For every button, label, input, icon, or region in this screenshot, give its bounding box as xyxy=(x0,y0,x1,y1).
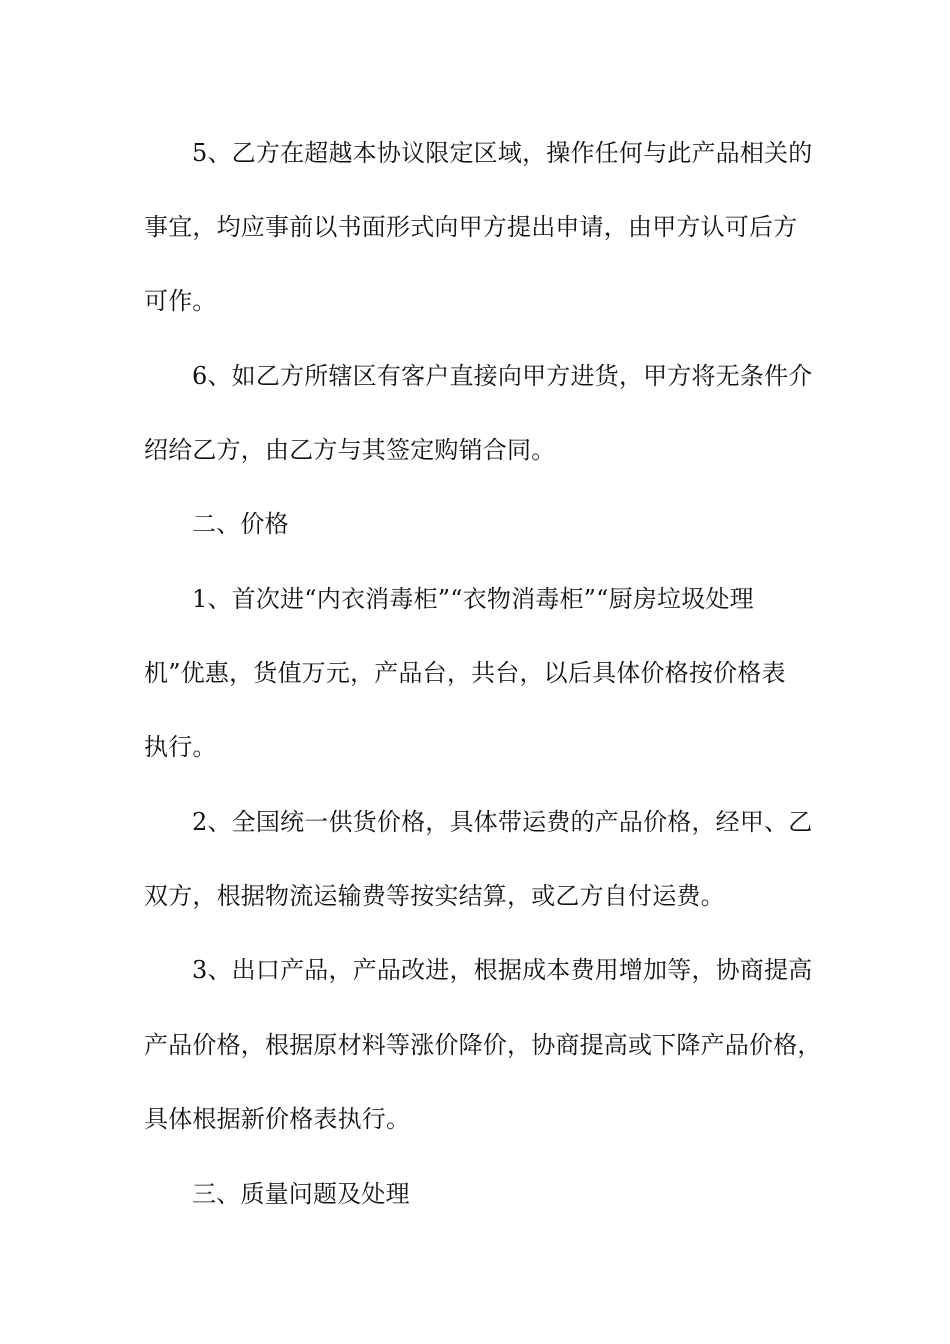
price-item-1-line-1: 1、首次进“内衣消毒柜”“衣物消毒柜”“厨房垃圾处理 xyxy=(192,585,754,613)
paragraph-6-line-2: 绍给乙方，由乙方与其签定购销合同。 xyxy=(144,436,556,464)
price-item-2-line-1: 2、全国统一供货价格，具体带运费的产品价格，经甲、乙 xyxy=(192,808,813,836)
section-heading-price: 二、价格 xyxy=(192,510,289,538)
price-item-3-line-3: 具体根据新价格表执行。 xyxy=(144,1105,411,1133)
price-item-2-line-2: 双方，根据物流运输费等按实结算，或乙方自付运费。 xyxy=(144,882,725,910)
paragraph-5-line-1: 5、乙方在超越本协议限定区域，操作任何与此产品相关的 xyxy=(192,139,813,167)
price-item-1-line-2: 机”优惠，货值万元，产品台，共台，以后具体价格按价格表 xyxy=(144,659,786,687)
price-item-3-line-1: 3、出口产品，产品改进，根据成本费用增加等，协商提高 xyxy=(192,956,813,984)
section-heading-quality: 三、质量问题及处理 xyxy=(192,1180,410,1208)
price-item-3-line-2: 产品价格，根据原材料等涨价降价，协商提高或下降产品价格， xyxy=(144,1031,822,1059)
paragraph-6-line-1: 6、如乙方所辖区有客户直接向甲方进货，甲方将无条件介 xyxy=(192,362,813,390)
paragraph-5-line-2: 事宜，均应事前以书面形式向甲方提出申请，由甲方认可后方 xyxy=(144,213,798,241)
paragraph-5-line-3: 可作。 xyxy=(144,287,217,315)
price-item-1-line-3: 执行。 xyxy=(144,733,217,761)
